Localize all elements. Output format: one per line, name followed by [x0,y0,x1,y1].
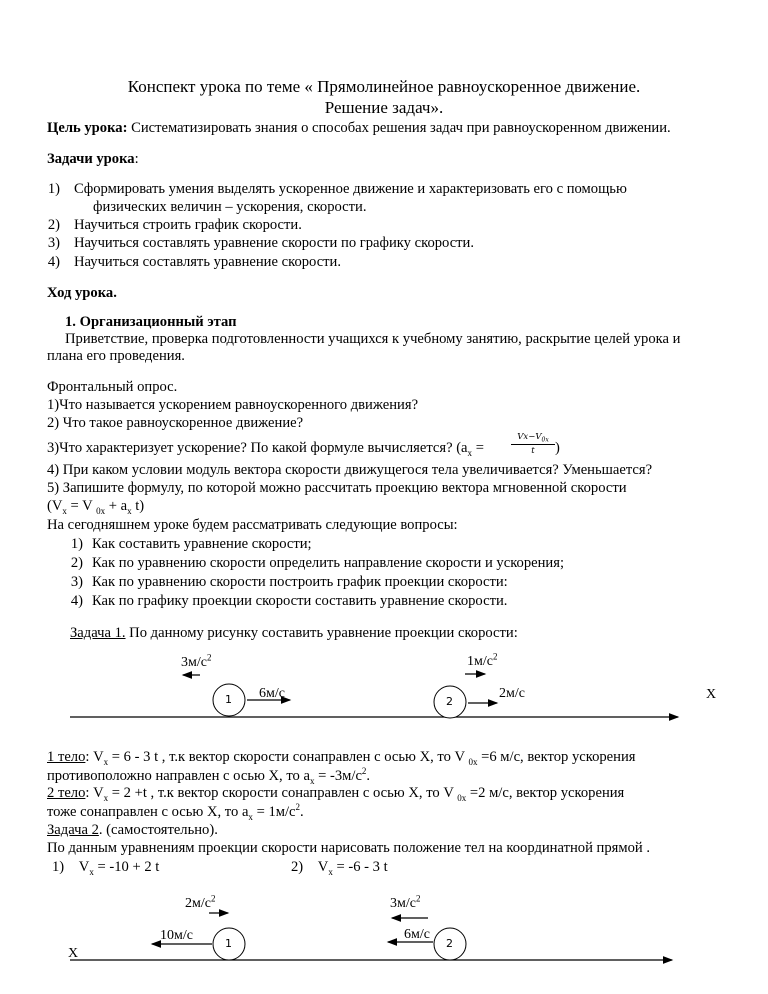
s2-c: =2 м/с, вектор ускорения [466,785,625,801]
fig2-body-1-number: 1 [225,937,232,950]
problem-2-equation-2 [291,858,388,877]
task-2-text: Научиться строить график скорости. [74,217,302,233]
body-2-velocity-label: 2м/с [499,686,525,701]
fraction-denominator: t [531,446,535,457]
s1-b: = 6 - 3 t , т.к вектор скорости сонаправлен с осью X, то V [108,749,469,765]
s1-sub1: x [103,756,109,767]
s2-sub3: x [248,811,253,822]
fraction-numerator-text: Vx−V [517,432,542,442]
s1-l2b: = -3м/с [314,768,362,784]
body-2-number: 2 [446,695,453,708]
task-1-line-1: Сформировать умения выделять ускоренное движение и характеризовать его с помощью [74,181,627,197]
today-intro: На сегодняшнем уроке будем рассматривать следующие вопросы: [47,517,458,533]
x-axis-2-label: X [68,946,79,961]
eq1-sub: x [89,866,94,877]
s1-l2a: противоположно направлен с осью X, то a [47,768,310,784]
fig2-body-2-acceleration-sup: 2 [415,893,421,904]
survey-question-5: 5) Запишите формулу, по которой можно рассчитать проекцию вектора мгновенной скорости [47,480,627,496]
task-2-number: 2) [47,217,60,233]
vf-mid1: = V [66,498,97,514]
fig2-body-1-acceleration-label [185,895,215,913]
body-1-number: 1 [225,693,232,706]
stage-1-line-2: плана его проведения. [47,348,185,364]
solution-2-line-2 [47,803,304,822]
progress-heading: Ход урока. [47,285,117,301]
problem-1-label: Задача 1. [70,625,126,641]
eq2-b: = -6 - 3 t [332,859,388,875]
eq2-num: 2) [291,859,304,875]
s1-sub3: x [309,775,315,786]
vf-open: (V [47,498,63,514]
task-3-number: 3) [47,235,60,251]
fig2-body-1-acceleration-sup: 2 [210,893,216,904]
today-1-text: Как составить уравнение скорости; [92,536,312,552]
eq1-num: 1) [52,859,65,875]
problem-2-statement [47,821,218,840]
solution-2-label: 2 тело [47,785,86,801]
solution-1-label: 1 тело [47,749,86,765]
fig2-body-2-velocity-label: 6м/с [404,927,430,942]
task-1-number: 1) [47,181,60,197]
body-1-acceleration-value: 3м/с [181,655,207,670]
vf-sub1: x [62,505,67,516]
vf-close: t) [131,498,145,514]
today-3-text: Как по уравнению скорости построить график проекции скорости: [92,574,508,590]
x-axis-1-label: X [706,687,717,702]
vf-sub2: 0x [96,505,106,516]
s2-b: = 2 +t , т.к вектор скорости сонаправлен с осью X, то V [108,785,458,801]
eq2-sub: x [328,866,333,877]
eq2-a: V [317,859,329,875]
s2-sup: 2 [295,802,301,813]
problem-2-text: . (самостоятельно). [98,822,218,838]
problem-1-text: По данному рисунку составить уравнение проекции скорости: [125,625,518,641]
body-1-acceleration-label [181,654,211,672]
stage-1-line-1: Приветствие, проверка подготовленности учащихся к учебному занятию, раскрытие целей урока и [65,331,681,347]
body-2-acceleration-label [467,653,497,671]
s2-a: : V [85,785,104,801]
today-2-number: 2) [70,555,83,571]
eq1-b: = -10 + 2 t [93,859,160,875]
body-2-acceleration-value: 1м/с [467,654,493,669]
q3-eq: = [472,440,484,456]
survey-question-2: 2) Что такое равноускоренное движение? [47,415,304,431]
s1-l2c: . [366,768,371,784]
survey-question-4: 4) При каком условии модуль вектора скорости движущегося тела увеличивается? Уменьшается? [47,462,653,478]
q3-close: ) [555,440,560,456]
task-4-text: Научиться составлять уравнение скорости. [74,254,342,270]
eq1-a: V [78,859,90,875]
vf-sub3: x [127,505,132,516]
today-4-text: Как по графику проекции скорости составить уравнение скорости. [92,593,508,609]
s1-sub2: 0x [468,756,478,767]
problem-2-line: По данным уравнениям проекции скорости нарисовать положение тел на координатной прямой . [47,840,650,856]
task-3-text: Научиться составлять уравнение скорости по графику скорости. [74,235,475,251]
s2-l2a: тоже сонаправлен с осью X, то a [47,804,249,820]
today-2-text: Как по уравнению скорости определить направление скорости и ускорения; [92,555,565,571]
today-4-number: 4) [70,593,83,609]
body-1-velocity-label: 6м/с [259,686,285,701]
problem-2-equation-1 [52,858,159,877]
tasks-heading-colon: : [134,151,139,167]
solution-1-line-1 [47,748,636,767]
s1-sup: 2 [361,766,367,777]
fig2-body-1-velocity-label: 10м/с [160,928,193,943]
survey-question-1: 1)Что называется ускорением равноускоренного движения? [47,397,419,413]
title-line-2: Решение задач». [324,98,444,117]
fraction-numerator-sub: 0x [541,436,549,444]
problem-2-label: Задача 2 [47,822,99,838]
fig2-body-2-number: 2 [446,937,453,950]
body-1-acceleration-sup: 2 [206,652,212,663]
task-1-line-2: физических величин – ускорения, скорости. [93,199,367,215]
fig2-body-2-acceleration-value: 3м/с [390,896,416,911]
vf-mid2: + a [105,498,128,514]
fig2-body-2-acceleration-label [390,895,420,913]
s2-sub1: x [103,792,109,803]
title-line-1: Конспект урока по теме « Прямолинейное равноускоренное движение. [127,77,641,96]
fig2-body-1-acceleration-value: 2м/с [185,896,211,911]
solution-2-line-1 [47,784,624,803]
task-4-number: 4) [47,254,60,270]
q3-text: 3)Что характеризует ускорение? По какой формуле вычисляется? (a [47,440,468,456]
q3-sub: x [467,447,473,458]
s2-l2b: = 1м/с [252,804,296,820]
body-2-acceleration-sup: 2 [492,651,498,662]
survey-heading: Фронтальный опрос. [47,379,178,395]
goal-label: Цель урока: [47,120,128,136]
goal-text: Систематизировать знания о способах решения задач при равноускоренном движении. [127,120,671,136]
s2-sub2: 0x [457,792,467,803]
stage-1-heading: 1. Организационный этап [65,314,237,330]
s1-c: =6 м/с, вектор ускорения [477,749,636,765]
s2-l2c: . [300,804,304,820]
tasks-heading-text: Задачи урока [47,151,135,167]
today-3-number: 3) [70,574,83,590]
s1-a: : V [85,749,104,765]
today-1-number: 1) [70,536,83,552]
